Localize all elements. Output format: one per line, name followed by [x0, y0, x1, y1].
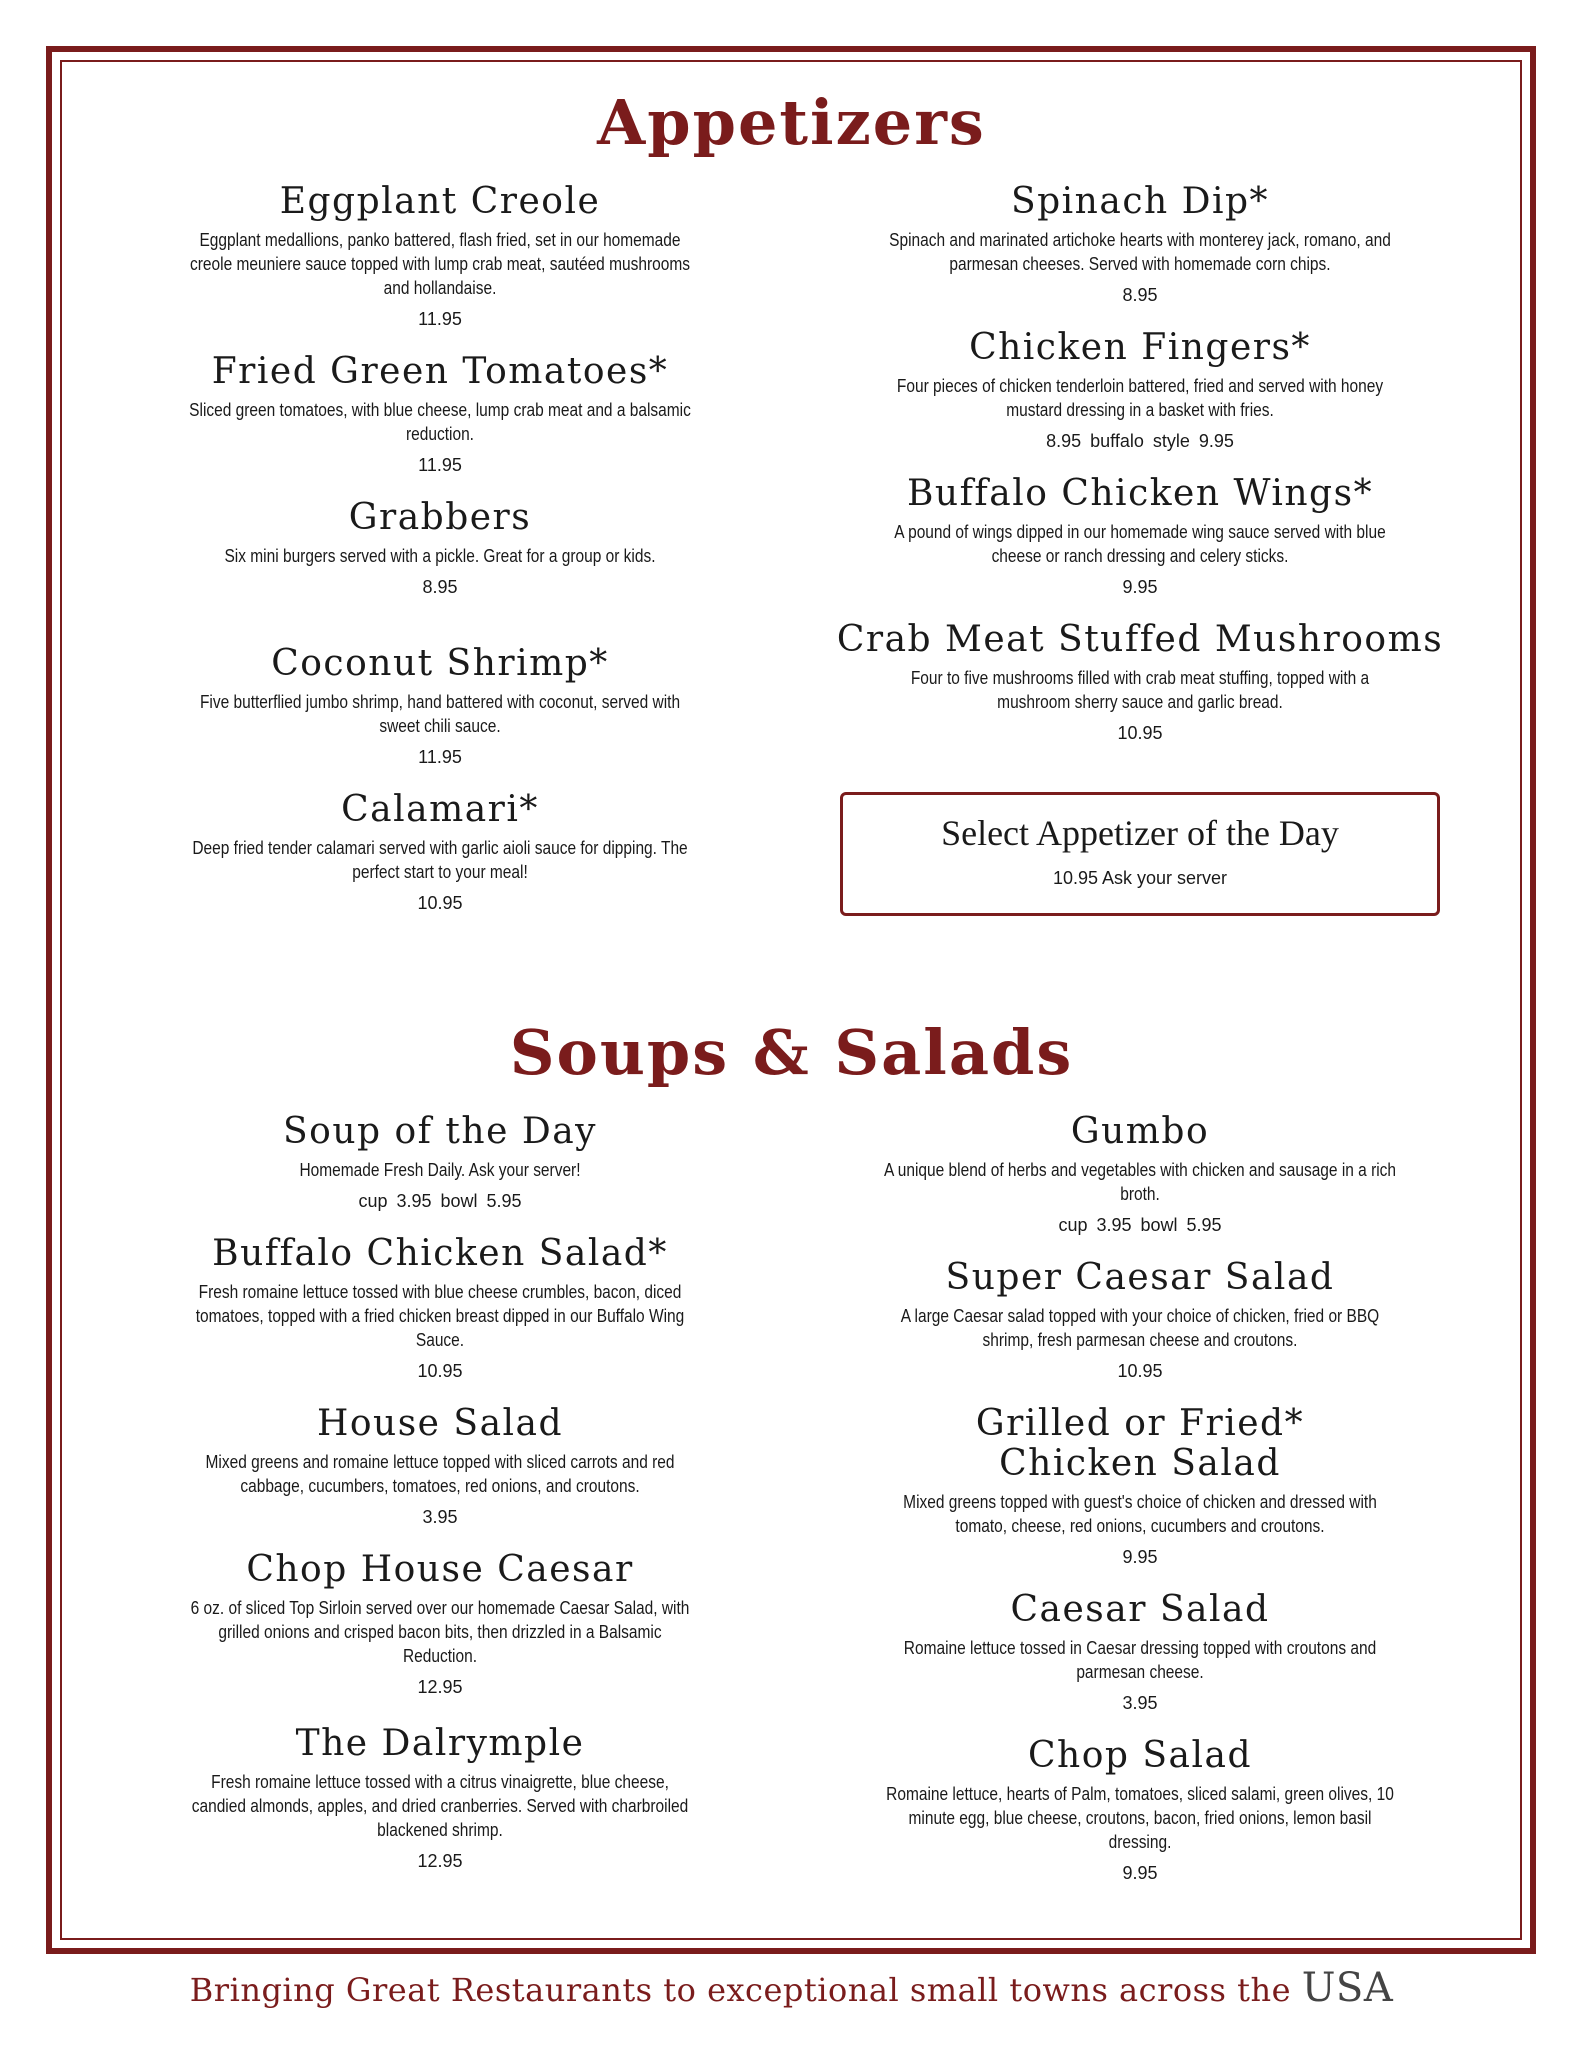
item-price: 10.95: [417, 1361, 463, 1381]
item-description: Romaine lettuce, hearts of Palm, tomatoes, sliced salami, green olives, 10 minute egg, blue cheese, croutons, bacon, fried onions, lemon basil dressing.: [886, 1784, 1394, 1852]
menu-item: [820, 1404, 1460, 1568]
item-name: Super Caesar Salad: [945, 1257, 1335, 1298]
menu-item: [820, 1258, 1460, 1382]
item-price: 12.95: [417, 1677, 463, 1697]
item-description: Homemade Fresh Daily. Ask your server!: [299, 1160, 581, 1180]
item-name: Buffalo Chicken Salad*: [212, 1233, 668, 1274]
item-name: House Salad: [316, 1403, 564, 1444]
item-name: Chop Salad: [1027, 1735, 1253, 1776]
menu-item: [820, 1736, 1460, 1884]
item-description: Deep fried tender calamari served with garlic aioli sauce for dipping. The perfect start to your meal!: [192, 838, 688, 882]
item-description: Mixed greens and romaine lettuce topped with sliced carrots and red cabbage, cucumbers, tomatoes, red onions, and croutons.: [205, 1452, 675, 1496]
menu-item: [120, 352, 760, 476]
menu-item: [820, 474, 1460, 598]
item-price: 9.95: [1122, 1547, 1158, 1567]
item-name: Buffalo Chicken Wings*: [906, 473, 1374, 514]
menu-item: [820, 1590, 1460, 1714]
menu-item: [120, 1550, 760, 1698]
special-title: Select Appetizer of the Day: [941, 813, 1339, 853]
menu-item: [820, 328, 1460, 452]
item-name: Spinach Dip*: [1010, 181, 1270, 222]
item-description: Spinach and marinated artichoke hearts with monterey jack, romano, and parmesan cheeses. Served with homemade corn chips.: [889, 230, 1391, 274]
item-name: Coconut Shrimp*: [271, 643, 609, 684]
item-description: A pound of wings dipped in our homemade wing sauce served with blue cheese or ranch dressing and celery sticks.: [894, 522, 1386, 566]
item-description: Mixed greens topped with guest's choice of chicken and dressed with tomato, cheese, red onions, cucumbers and croutons.: [903, 1492, 1377, 1536]
item-name: Calamari*: [341, 789, 539, 830]
item-price: 11.95: [418, 309, 462, 329]
menu-item: [820, 1112, 1460, 1236]
tagline-usa: USA: [1301, 1965, 1394, 2011]
item-price: 3.95: [1122, 1693, 1158, 1713]
item-price: cup 3.95 bowl 5.95: [1058, 1215, 1222, 1235]
item-name: Grabbers: [348, 497, 532, 538]
footer-tagline: [0, 1966, 1583, 2012]
item-price: 10.95: [417, 893, 463, 913]
item-description: Five butterflied jumbo shrimp, hand battered with coconut, served with sweet chili sauce.: [199, 692, 681, 736]
item-price: 8.95: [422, 577, 458, 597]
item-price: 9.95: [1122, 577, 1158, 597]
menu-item: [120, 1234, 760, 1382]
item-name: Eggplant Creole: [279, 181, 601, 222]
item-price: 9.95: [1122, 1863, 1158, 1883]
item-description: A unique blend of herbs and vegetables with chicken and sausage in a rich broth.: [883, 1160, 1397, 1204]
item-name: Crab Meat Stuffed Mushrooms: [836, 619, 1444, 660]
item-price: 3.95: [422, 1507, 458, 1527]
item-name: The Dalrymple: [295, 1723, 585, 1764]
item-description: Four pieces of chicken tenderloin battered, fried and served with honey mustard dressing in a basket with fries.: [896, 376, 1384, 420]
menu-item: [120, 1404, 760, 1528]
menu-item: [120, 182, 760, 330]
item-description: A large Caesar salad topped with your choice of chicken, fried or BBQ shrimp, fresh parmesan cheese and croutons.: [900, 1306, 1380, 1350]
item-name: Chop House Caesar: [246, 1549, 634, 1590]
special-price: 10.95 Ask your server: [1052, 868, 1228, 888]
tagline-text: Bringing Great Restaurants to exceptional small towns across the: [189, 1971, 1292, 2009]
appetizer-of-the-day-box: [840, 792, 1440, 916]
item-description: Four to five mushrooms filled with crab meat stuffing, topped with a mushroom sherry sauce and garlic bread.: [910, 668, 1370, 712]
menu-item: [120, 498, 760, 598]
menu-item: [120, 644, 760, 768]
item-price: 11.95: [418, 455, 462, 475]
menu-item: [120, 1112, 760, 1212]
item-price: 12.95: [417, 1851, 463, 1871]
item-price: cup 3.95 bowl 5.95: [358, 1191, 522, 1211]
item-name: Soup of the Day: [282, 1111, 597, 1152]
item-description: Romaine lettuce tossed in Caesar dressing topped with croutons and parmesan cheese.: [903, 1638, 1377, 1682]
item-description: Sliced green tomatoes, with blue cheese, lump crab meat and a balsamic reduction.: [189, 400, 691, 444]
item-price: 11.95: [418, 747, 462, 767]
menu-item: [820, 182, 1460, 306]
menu-item: [120, 1724, 760, 1872]
item-description: Six mini burgers served with a pickle. Great for a group or kids.: [224, 546, 656, 566]
item-price: 10.95: [1117, 1361, 1163, 1381]
item-description: 6 oz. of sliced Top Sirloin served over our homemade Caesar Salad, with grilled onions and crisped bacon bits, then drizzled in a Balsamic Reduction.: [190, 1598, 690, 1666]
item-name: Gumbo: [1070, 1111, 1210, 1152]
item-description: Fresh romaine lettuce tossed with a citrus vinaigrette, blue cheese, candied almonds, apples, and dried cranberries. Served with charbroiled blackened shrimp.: [191, 1772, 689, 1840]
item-description: Eggplant medallions, panko battered, flash fried, set in our homemade creole meuniere sauce topped with lump crab meat, sautéed mushrooms and hollandaise.: [190, 230, 690, 298]
item-price: 10.95: [1117, 723, 1163, 743]
appetizers-heading: Appetizers: [597, 86, 986, 159]
item-name: Fried Green Tomatoes*: [211, 351, 669, 392]
item-name: Grilled or Fried* Chicken Salad: [975, 1403, 1305, 1484]
item-price: 8.95: [1122, 285, 1158, 305]
soups-salads-heading: Soups & Salads: [509, 1016, 1074, 1089]
item-description: Fresh romaine lettuce tossed with blue cheese crumbles, bacon, diced tomatoes, topped with a fried chicken breast dipped in our Buffalo Wing Sauce.: [195, 1282, 685, 1350]
item-name: Caesar Salad: [1010, 1589, 1270, 1630]
item-name: Chicken Fingers*: [969, 327, 1311, 368]
item-price: 8.95 buffalo style 9.95: [1046, 431, 1234, 451]
menu-item: [120, 790, 760, 914]
menu-item: [820, 620, 1460, 744]
